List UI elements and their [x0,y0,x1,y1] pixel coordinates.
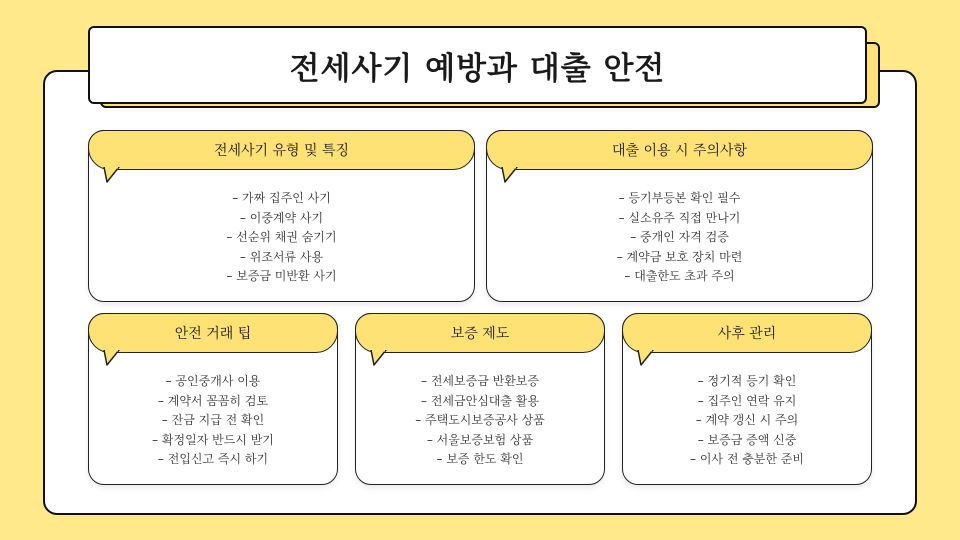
list-item: – 가짜 집주인 사기 [232,191,331,205]
list-item: – 확정일자 반드시 받기 [152,432,274,447]
card-list [356,372,604,470]
card-heading-box [355,313,605,353]
page-title: 전세사기 예방과 대출 안전 [289,50,666,87]
list-item: – 집주인 연락 유지 [697,393,797,408]
card-heading: 보증 제도 [450,326,510,342]
list-item: – 잔금 지급 전 확인 [161,413,265,428]
list-item: – 이중계약 사기 [239,210,324,225]
card-list [487,189,872,287]
list-item: – 대출한도 초과 주의 [624,269,735,284]
list-item: – 이사 전 충분한 준비 [690,452,804,467]
list-item: – 전세보증금 반환보증 [421,374,539,388]
list-item: – 계약 갱신 시 주의 [695,413,799,428]
title-banner [88,26,867,104]
list-item: – 전세금안심대출 활용 [421,393,539,408]
list-item: – 계약금 보호 장치 마련 [616,249,743,264]
list-item: – 보증 한도 확인 [436,452,524,467]
list-item: – 위조서류 사용 [239,249,324,264]
list-item: – 정기적 등기 확인 [697,374,797,388]
card-list [89,189,474,287]
card-heading: 대출 이용 시 주의사항 [611,143,748,159]
list-item: – 공인중개사 이용 [165,374,261,388]
card-list [623,372,871,470]
card-guarantee-system [355,313,605,485]
card-safe-trade-tips [88,313,338,485]
card-heading-box [622,313,872,353]
list-item: – 전입신고 즉시 하기 [157,452,269,467]
card-heading: 사후 관리 [717,326,777,342]
card-heading: 전세사기 유형 및 특징 [213,143,350,159]
list-item: – 보증금 증액 신중 [697,432,797,447]
list-item: – 중개인 자격 검증 [630,230,729,245]
list-item: – 보증금 미반환 사기 [226,269,337,284]
list-item: – 등기부등본 확인 필수 [618,191,741,205]
card-heading-box [486,130,873,170]
list-item: – 선순위 채권 숨기기 [226,230,337,245]
list-item: – 계약서 꼼꼼히 검토 [157,393,269,408]
card-heading: 안전 거래 팁 [174,326,252,342]
card-list [89,372,337,470]
card-heading-box [88,130,475,170]
card-loan-cautions [486,130,873,302]
card-aftercare [622,313,872,485]
list-item: – 서울보증보험 상품 [426,432,534,447]
card-heading-box [88,313,338,353]
card-fraud-types [88,130,475,302]
list-item: – 주택도시보증공사 상품 [415,413,545,428]
list-item: – 실소유주 직접 만나기 [618,210,741,225]
